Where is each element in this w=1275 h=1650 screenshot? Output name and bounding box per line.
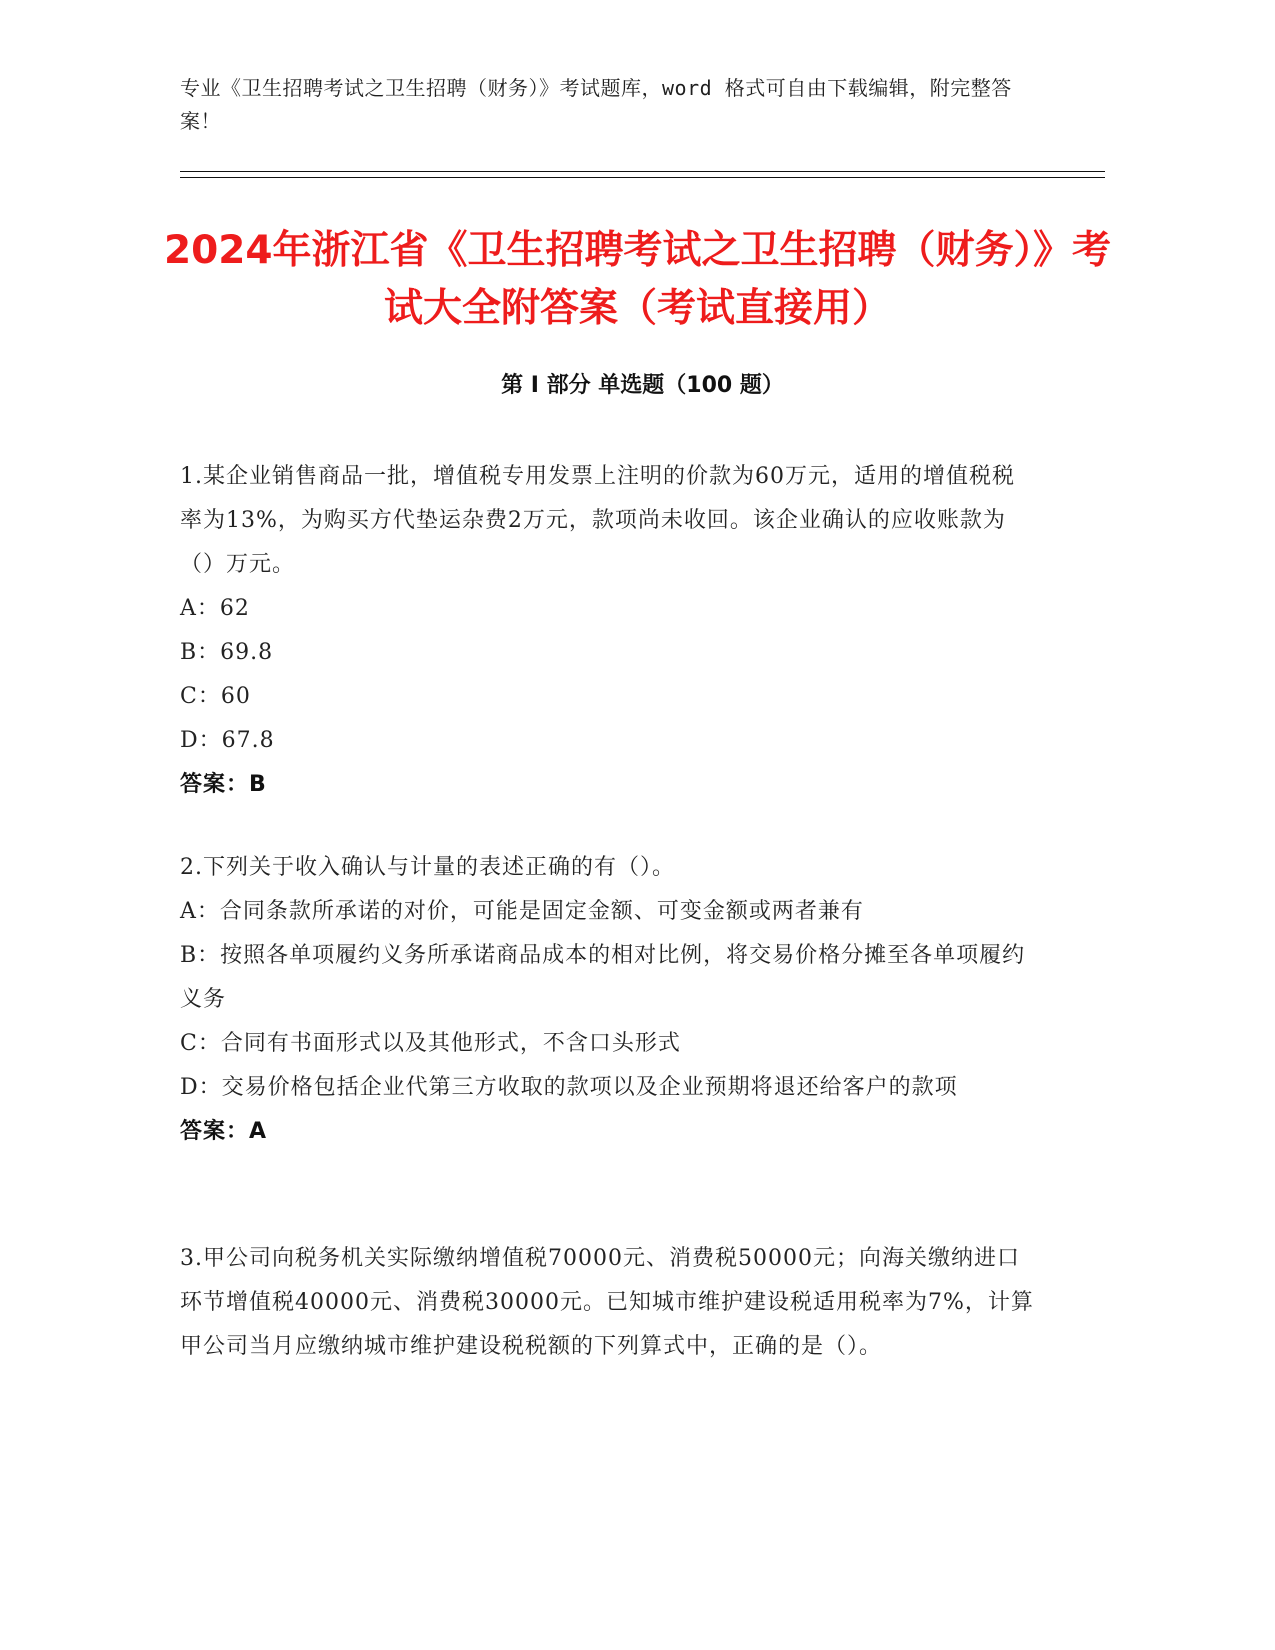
answer-value: A xyxy=(249,1119,268,1144)
question-3-stem: 3.甲公司向税务机关实际缴纳增值税70000元、消费税50000元；向海关缴纳进口环节增值税40000元、消费税30000元。已知城市维护建设税适用税率为7%，计算甲公司当月应缴纳城市维护建设税税额的下列算式中，正确的是（）。 xyxy=(180,1246,1034,1359)
answer-label: 答案： xyxy=(180,772,250,797)
question-3 xyxy=(180,1237,1035,1369)
question-2-option-a: A：合同条款所承诺的对价，可能是固定金额、可变金额或两者兼有 xyxy=(180,899,864,924)
question-2 xyxy=(180,846,1035,1154)
question-1-option-a: A：62 xyxy=(180,596,250,621)
question-1-option-b: B：69.8 xyxy=(180,640,274,665)
answer-label: 答案： xyxy=(180,1119,250,1144)
document-title: 2024年浙江省《卫生招聘考试之卫生招聘（财务）》考试大全附答案（考试直接用） xyxy=(163,228,1112,331)
question-1-stem: 1.某企业销售商品一批，增值税专用发票上注明的价款为60万元，适用的增值税税率为13%，为购买方代垫运杂费2万元，款项尚未收回。该企业确认的应收账款为（）万元。 xyxy=(180,464,1015,577)
question-1-answer xyxy=(180,763,1035,807)
header-divider-bottom xyxy=(180,177,1105,178)
answer-value: B xyxy=(249,772,267,797)
section-heading: 第 I 部分 单选题（100 题） xyxy=(501,373,784,398)
question-2-option-d: D：交易价格包括企业代第三方收取的款项以及企业预期将退还给客户的款项 xyxy=(180,1075,958,1100)
question-2-option-b: B：按照各单项履约义务所承诺商品成本的相对比例，将交易价格分摊至各单项履约义务 xyxy=(180,943,1026,1012)
question-2-answer xyxy=(180,1110,1035,1154)
header-divider-top xyxy=(180,171,1105,172)
question-1-option-d: D：67.8 xyxy=(180,728,275,753)
question-2-stem: 2.下列关于收入确认与计量的表述正确的有（）。 xyxy=(180,855,675,880)
question-1 xyxy=(180,455,1035,807)
question-1-option-c: C：60 xyxy=(180,684,251,709)
question-2-option-c: C：合同有书面形式以及其他形式，不含口头形式 xyxy=(180,1031,681,1056)
header-note: 专业《卫生招聘考试之卫生招聘（财务）》考试题库，word 格式可自由下载编辑，附完整答案！ xyxy=(180,76,1012,133)
